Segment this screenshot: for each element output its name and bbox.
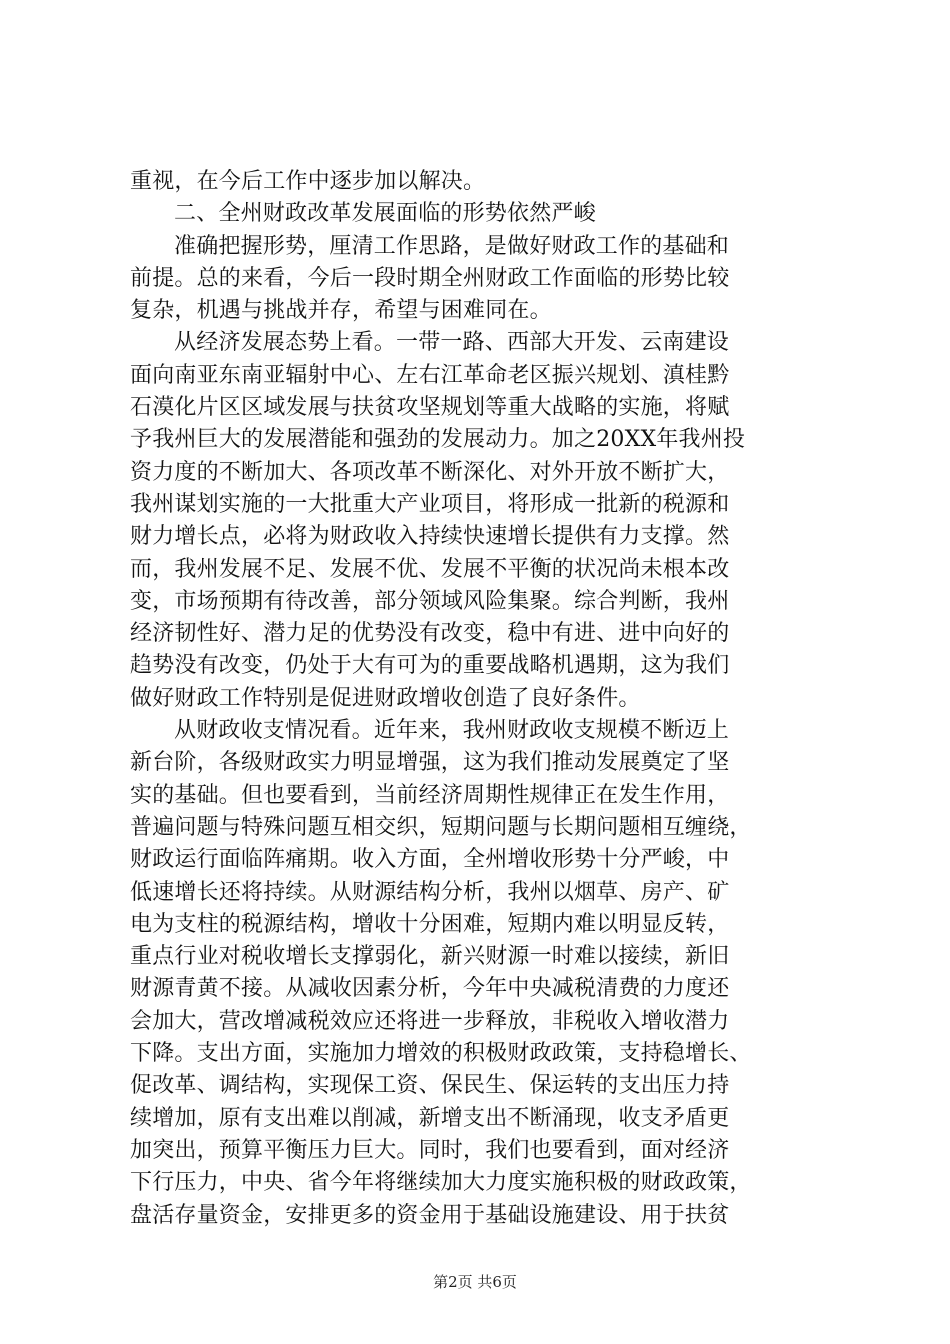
- text-line: 我州谋划实施的一大批重大产业项目，将形成一批新的税源和: [130, 491, 730, 517]
- text-line: 低速增长还将持续。从财源结构分析，我州以烟草、房产、矿: [130, 879, 730, 905]
- text-line: 实的基础。但也要看到，当前经济周期性规律正在发生作用，: [130, 782, 730, 808]
- text-line: 促改革、调结构，实现保工资、保民生、保运转的支出压力持: [130, 1073, 730, 1099]
- text-line: 做好财政工作特别是促进财政增收创造了良好条件。: [130, 685, 641, 711]
- text-line: 加突出，预算平衡压力巨大。同时，我们也要看到，面对经济: [130, 1137, 730, 1163]
- document-body: [130, 166, 830, 1232]
- text-line: 续增加，原有支出难以削减，新增支出不断涌现，收支矛盾更: [130, 1105, 730, 1131]
- text-line: 准确把握形势，厘清工作思路，是做好财政工作的基础和: [174, 233, 730, 259]
- text-line: 普遍问题与特殊问题互相交织，短期问题与长期问题相互缠绕，: [130, 814, 752, 840]
- text-line: 面向南亚东南亚辐射中心、左右江革命老区振兴规划、滇桂黔: [130, 362, 730, 388]
- text-line: 电为支柱的税源结构，增收十分困难，短期内难以明显反转，: [130, 911, 730, 937]
- text-line: 从经济发展态势上看。一带一路、西部大开发、云南建设: [174, 330, 730, 356]
- text-line: 下降。支出方面，实施加力增效的积极财政政策，支持稳增长、: [130, 1041, 752, 1067]
- section-heading: 二、全州财政改革发展面临的形势依然严峻: [174, 201, 596, 227]
- text-line: 前提。总的来看，今后一段时期全州财政工作面临的形势比较: [130, 265, 730, 291]
- text-line: 盘活存量资金，安排更多的资金用于基础设施建设、用于扶贫: [130, 1202, 730, 1228]
- text-line: 从财政收支情况看。近年来，我州财政收支规模不断迈上: [174, 718, 730, 744]
- text-line: 经济韧性好、潜力足的优势没有改变，稳中有进、进中向好的: [130, 621, 730, 647]
- page-number-footer: 第2页 共6页: [433, 1273, 517, 1291]
- text-line: 财源青黄不接。从减收因素分析，今年中央减税清费的力度还: [130, 976, 730, 1002]
- text-line: 变，市场预期有待改善，部分领域风险集聚。综合判断，我州: [130, 588, 730, 614]
- text-line: 资力度的不断加大、各项改革不断深化、对外开放不断扩大，: [130, 459, 730, 485]
- text-line: 复杂，机遇与挑战并存，希望与困难同在。: [130, 298, 552, 324]
- text-line: 重视，在今后工作中逐步加以解决。: [130, 169, 486, 194]
- text-line: 下行压力，中央、省今年将继续加大力度实施积极的财政政策，: [130, 1170, 752, 1196]
- text-line: 而，我州发展不足、发展不优、发展不平衡的状况尚未根本改: [130, 556, 730, 582]
- text-line: 石漠化片区区域发展与扶贫攻坚规划等重大战略的实施，将赋: [130, 395, 730, 421]
- text-line: 财力增长点，必将为财政收入持续快速增长提供有力支撑。然: [130, 524, 730, 550]
- text-line: 新台阶，各级财政实力明显增强，这为我们推动发展奠定了坚: [130, 750, 730, 776]
- text-line: 重点行业对税收增长支撑弱化，新兴财源一时难以接续，新旧: [130, 944, 730, 970]
- text-line: 财政运行面临阵痛期。收入方面，全州增收形势十分严峻，中: [130, 847, 730, 873]
- text-line: 予我州巨大的发展潜能和强劲的发展动力。加之20XX年我州投: [130, 427, 746, 453]
- text-line: 会加大，营改增减税效应还将进一步释放，非税收入增收潜力: [130, 1008, 730, 1034]
- text-line: 趋势没有改变，仍处于大有可为的重要战略机遇期，这为我们: [130, 653, 730, 679]
